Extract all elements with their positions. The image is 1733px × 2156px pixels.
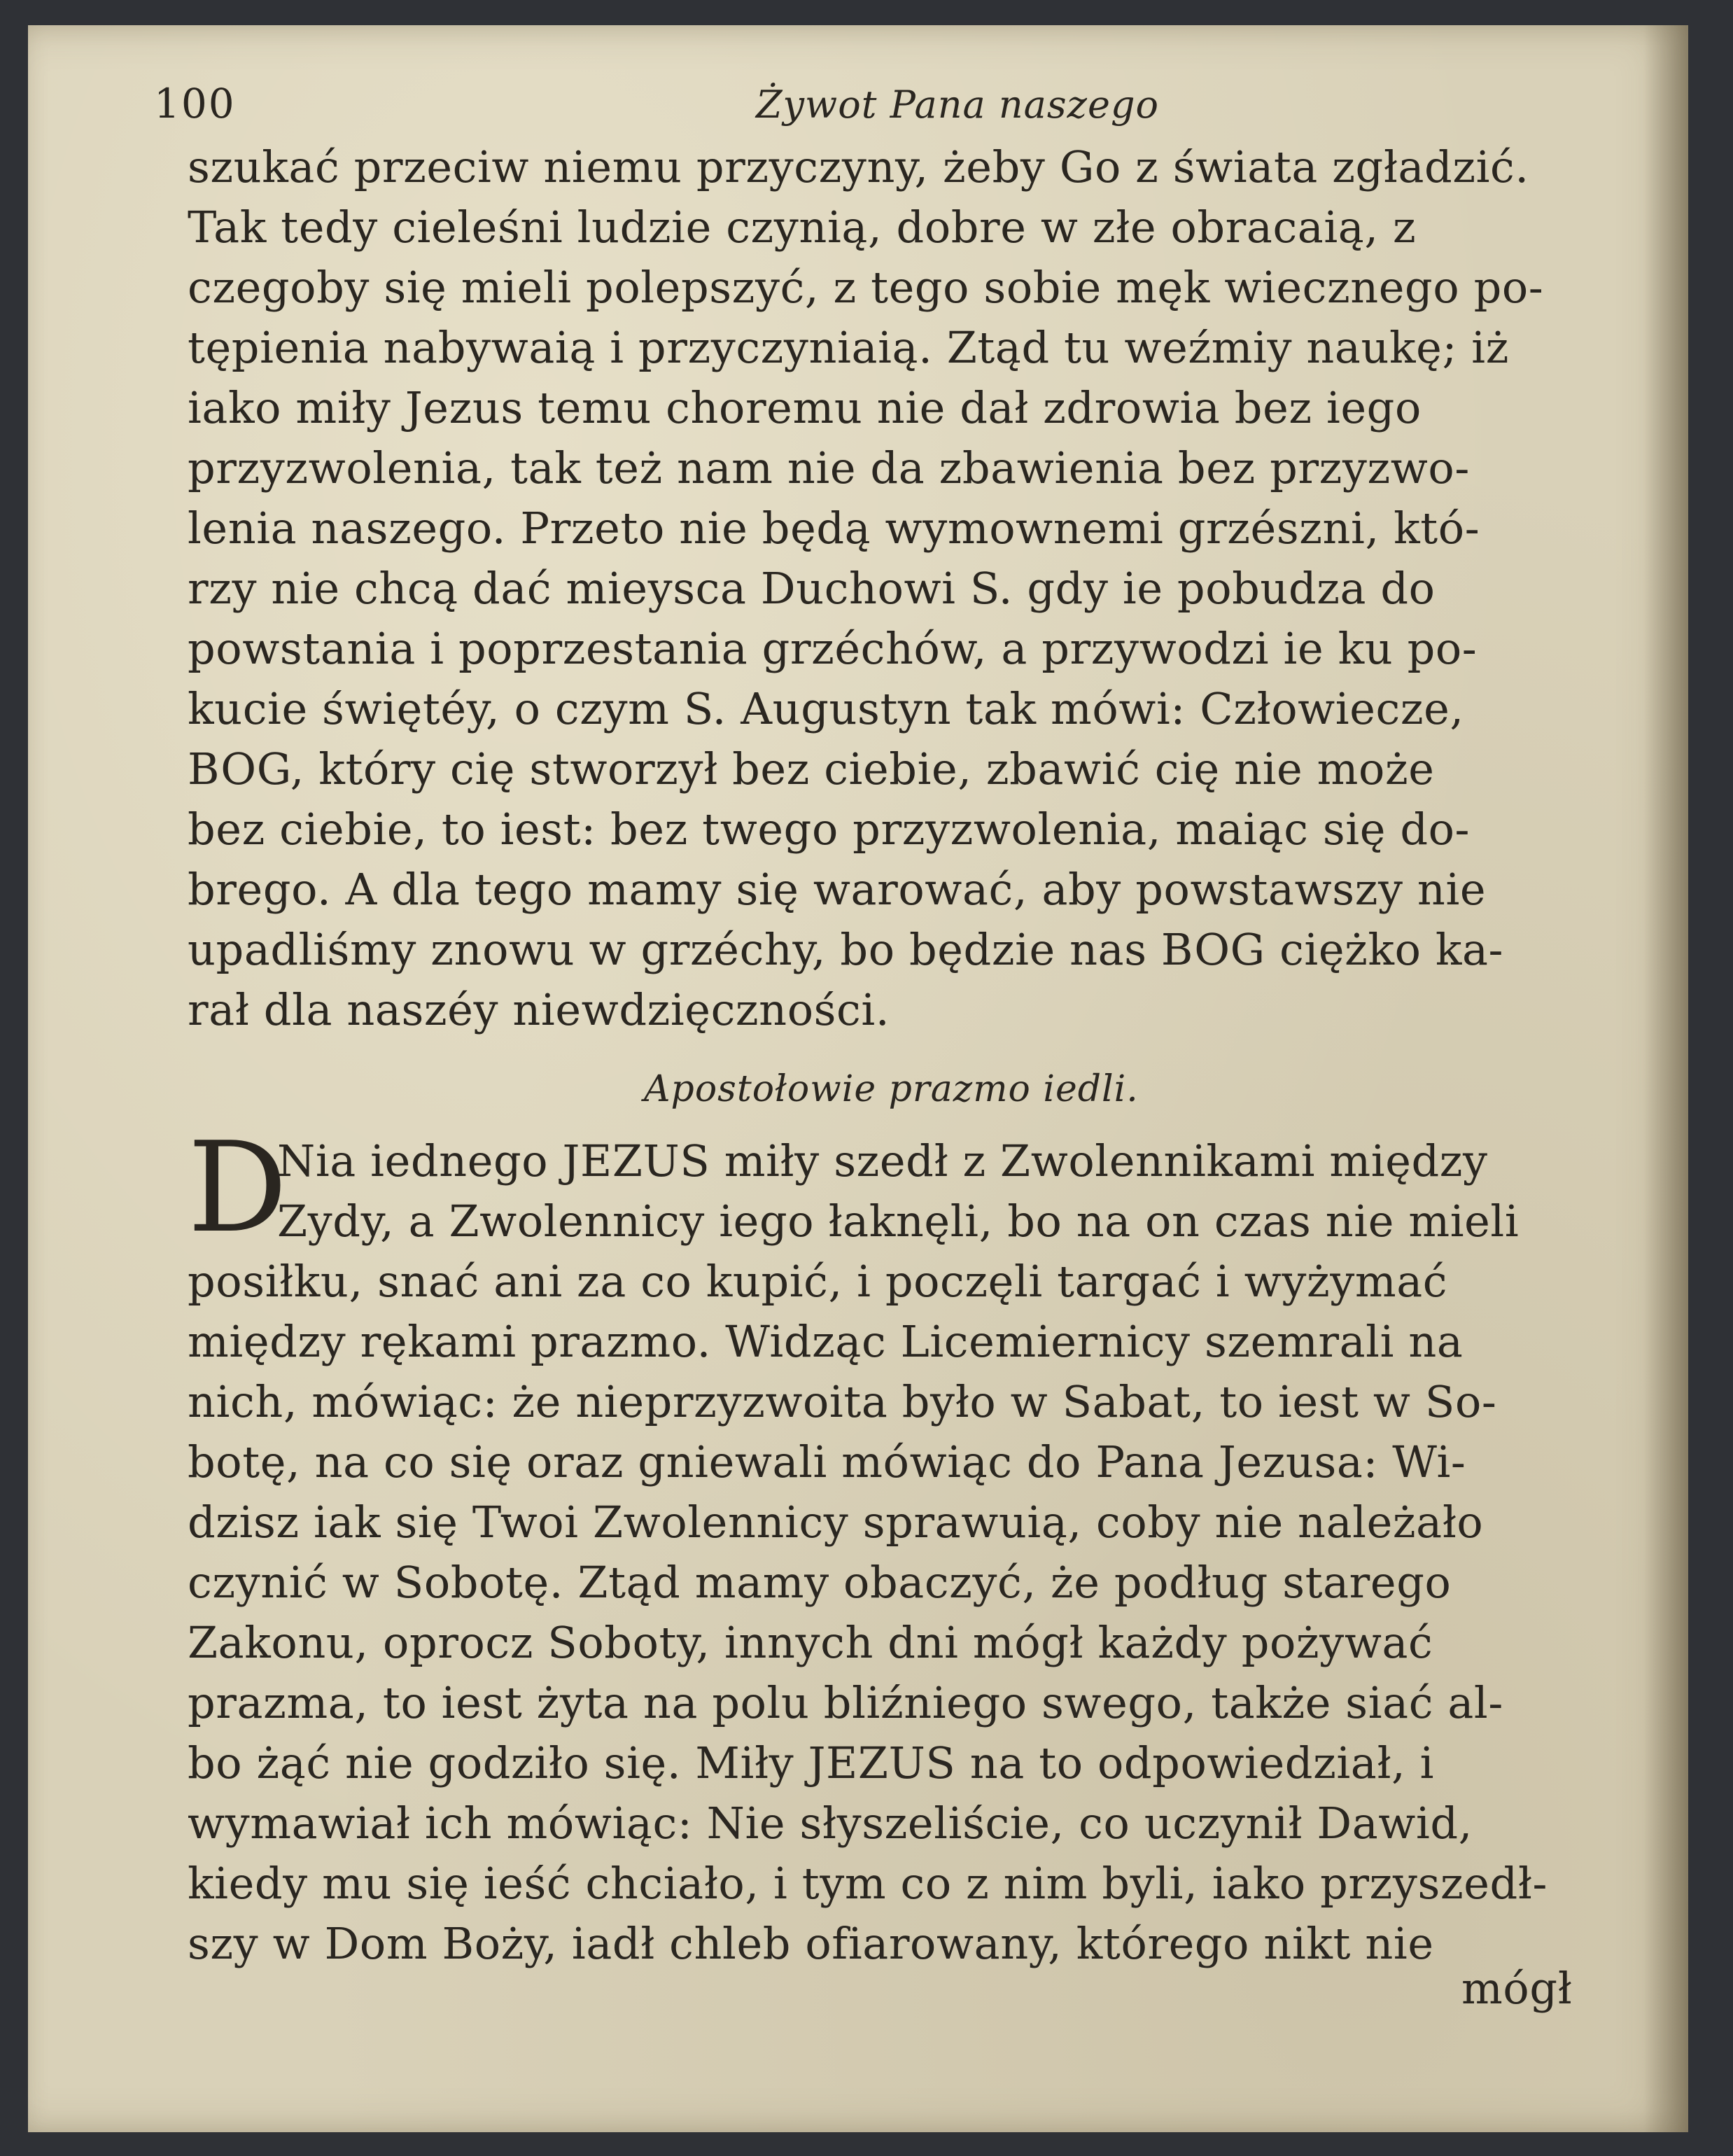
section-heading: Apostołowie prazmo iedli.: [644, 1068, 1139, 1110]
drop-cap: D: [188, 1115, 288, 1260]
text-line: Tak tedy cieleśni ludzie czynią, dobre w złe obracaią, z: [188, 202, 1417, 253]
text-line: bo żąć nie godziło się. Miły JEZUS na to odpowiedział, i: [188, 1737, 1435, 1788]
text-line: rał dla naszéy niewdzięczności.: [188, 984, 890, 1035]
page-header: [154, 70, 1596, 133]
text-line: dzisz iak się Twoi Zwolennicy sprawuią, coby nie należało: [188, 1497, 1484, 1548]
text-line: botę, na co się oraz gniewali mówiąc do Pana Jezusa: Wi-: [188, 1436, 1466, 1488]
text-line: szukać przeciw niemu przyczyny, żeby Go z świata zgładzić.: [188, 141, 1529, 192]
section-text-block: [188, 1115, 1671, 1974]
text-line: bez ciebie, to iest: bez twego przyzwolenia, maiąc się do-: [188, 804, 1471, 855]
text-line: Nia iednego JEZUS miły szedł z Zwolennikami między: [277, 1135, 1488, 1186]
text-line: powstania i poprzestania grzéchów, a przywodzi ie ku po-: [188, 623, 1478, 674]
text-line: wymawiał ich mówiąc: Nie słyszeliście, co uczynił Dawid,: [188, 1798, 1473, 1849]
text-line: iako miły Jezus temu choremu nie dał zdrowia bez iego: [188, 382, 1422, 433]
text-line: rzy nie chcą dać mieysca Duchowi S. gdy ie pobudza do: [188, 563, 1436, 614]
text-line: brego. A dla tego mamy się warować, aby powstawszy nie: [188, 864, 1487, 915]
text-line: lenia naszego. Przeto nie będą wymownemi grzészni, któ-: [188, 503, 1480, 554]
main-text-block: [188, 137, 1671, 1040]
book-page: [28, 25, 1688, 2132]
text-line: szy w Dom Boży, iadł chleb ofiarowany, którego nikt nie: [188, 1918, 1434, 1969]
text-line: między rękami prazmo. Widząc Licemiernicy szemrali na: [188, 1316, 1464, 1367]
text-line: posiłku, snać ani za co kupić, i poczęli targać i wyżymać: [188, 1256, 1448, 1307]
text-line: Zakonu, oprocz Soboty, innych dni mógł każdy pożywać: [188, 1617, 1433, 1668]
text-line: nich, mówiąc: że nieprzyzwoita było w Sabat, to iest w So-: [188, 1376, 1497, 1427]
text-line: Zydy, a Zwolennicy iego łaknęli, bo na on czas nie mieli: [277, 1196, 1520, 1247]
page-number: 100: [154, 80, 236, 127]
text-line: upadliśmy znowu w grzéchy, bo będzie nas BOG ciężko ka-: [188, 924, 1504, 975]
text-line: prazma, to iest żyta na polu bliźniego swego, także siać al-: [188, 1677, 1503, 1728]
text-line: tępienia nabywaią i przyczyniaią. Ztąd tu weźmiy naukę; iż: [188, 322, 1509, 373]
catchword: mógł: [1461, 1963, 1573, 2014]
text-line: przyzwolenia, tak też nam nie da zbawienia bez przyzwo-: [188, 442, 1470, 493]
text-line: kiedy mu się ieść chciało, i tym co z nim byli, iako przyszedł-: [188, 1858, 1548, 1909]
running-title: Żywot Pana naszego: [756, 83, 1160, 127]
text-line: kucie świętéy, o czym S. Augustyn tak mówi: Człowiecze,: [188, 683, 1464, 734]
text-line: czegoby się mieli polepszyć, z tego sobie męk wiecznego po-: [188, 262, 1544, 313]
text-line: czynić w Sobotę. Ztąd mamy obaczyć, że podług starego: [188, 1557, 1452, 1608]
text-line: BOG, który cię stworzył bez ciebie, zbawić cię nie może: [188, 743, 1435, 794]
